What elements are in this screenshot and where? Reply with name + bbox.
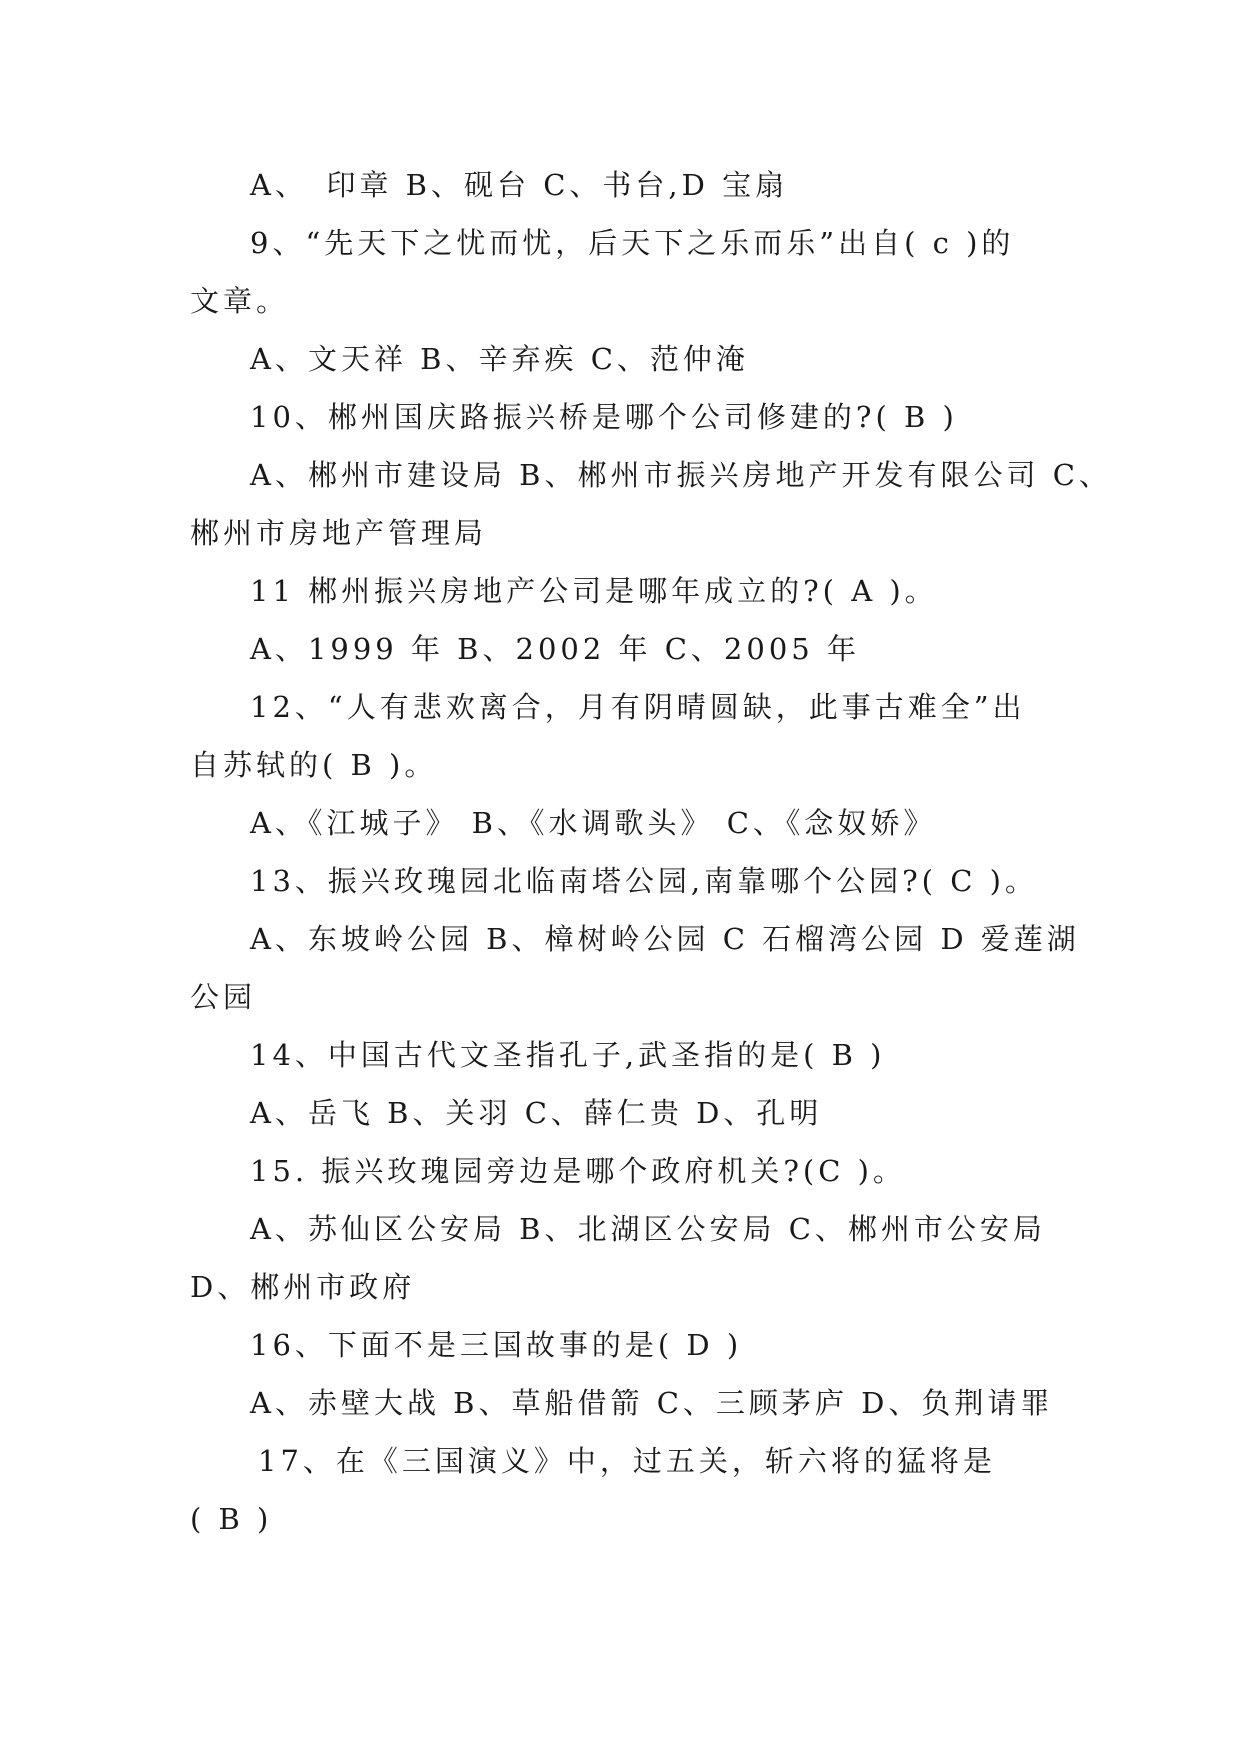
answer-options-q16: A、赤壁大战 B、草船借箭 C、三顾茅庐 D、负荆请罪: [250, 1386, 1054, 1420]
question-13: 13、振兴玫瑰园北临南塔公园,南靠哪个公园?( C )。: [250, 864, 1038, 898]
answer-options-q10-cont: 郴州市房地产管理局: [190, 516, 488, 550]
question-10: 10、郴州国庆路振兴桥是哪个公司修建的?( B ): [250, 400, 958, 434]
answer-options-q9: A、文天祥 B、辛弃疾 C、范仲淹: [250, 342, 749, 376]
question-12-cont: 自苏轼的( B )。: [190, 748, 438, 782]
question-15: 15. 振兴玫瑰园旁边是哪个政府机关?(C )。: [250, 1154, 906, 1188]
answer-options-q13-cont: 公园: [190, 980, 257, 1014]
answer-options-q8: A、 印章 B、砚台 C、书台,D 宝扇: [250, 168, 789, 202]
question-12: 12、“人有悲欢离合，月有阴晴圆缺，此事古难全”出: [250, 690, 1026, 724]
answer-options-q13: A、东坡岭公园 B、樟树岭公园 C 石榴湾公园 D 爱莲湖: [250, 922, 1080, 956]
question-11: 11 郴州振兴房地产公司是哪年成立的?( A )。: [250, 574, 938, 608]
answer-options-q15: A、苏仙区公安局 B、北湖区公安局 C、郴州市公安局: [250, 1212, 1046, 1246]
answer-options-q11: A、1999 年 B、2002 年 C、2005 年: [250, 632, 860, 666]
question-16: 16、下面不是三国故事的是( D ): [250, 1328, 743, 1362]
answer-options-q12: A、《江城子》 B、《水调歌头》 C、《念奴娇》: [250, 806, 937, 840]
answer-options-q14: A、岳飞 B、关羽 C、薛仁贵 D、孔明: [250, 1096, 823, 1130]
question-17-cont: ( B ): [190, 1502, 273, 1536]
question-17: 17、在《三国演义》中，过五关，斩六将的猛将是: [258, 1444, 996, 1478]
question-14: 14、中国古代文圣指孔子,武圣指的是( B ): [250, 1038, 886, 1072]
answer-options-q15-cont: D、郴州市政府: [190, 1270, 416, 1304]
question-9-cont: 文章。: [190, 284, 290, 318]
answer-options-q10: A、郴州市建设局 B、郴州市振兴房地产开发有限公司 C、: [250, 458, 1112, 492]
question-9: 9、“先天下之忧而忧，后天下之乐而乐”出自( c )的: [250, 226, 1015, 260]
